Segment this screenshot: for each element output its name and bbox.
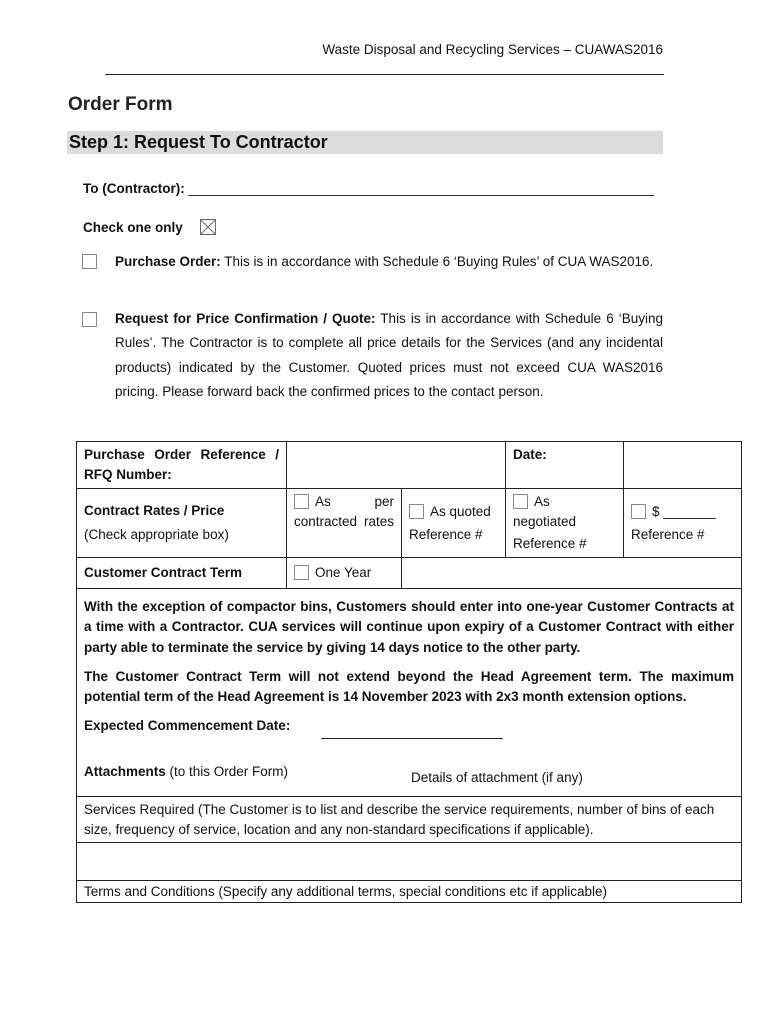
- rate-quoted-label: As quoted: [430, 503, 491, 519]
- to-contractor-label: To (Contractor):: [83, 181, 185, 196]
- check-one-label: Check one only: [83, 220, 183, 235]
- attachment-details-label: Details of attachment (if any): [411, 770, 583, 786]
- price-confirmation-label: Request for Price Confirmation / Quote:: [115, 311, 376, 326]
- rate-contracted-cell: [287, 489, 402, 558]
- price-confirmation-option: [115, 307, 663, 404]
- to-contractor-field[interactable]: ______________________________________________________________: [188, 181, 654, 196]
- contract-term-details: [77, 589, 742, 797]
- table-row: [77, 558, 742, 589]
- rate-negotiated-label: As negotiated: [513, 494, 577, 529]
- purchase-order-checkbox[interactable]: [82, 254, 97, 269]
- price-confirmation-checkbox[interactable]: [82, 312, 97, 327]
- attachments-text: [84, 762, 306, 782]
- term-paragraph-2: The Customer Contract Term will not extend beyond the Head Agreement term. The maximum potential term of the Head Agreement is 14 November 2023 with 2x3 month extension options.: [84, 668, 734, 705]
- table-row: [77, 797, 742, 843]
- date-label: Date:: [506, 442, 624, 489]
- terms-conditions: Terms and Conditions (Specify any additional terms, special conditions etc if applicable): [77, 881, 742, 903]
- rate-dollar-checkbox[interactable]: [631, 504, 646, 519]
- purchase-order-option: [115, 250, 663, 274]
- purchase-order-text: This is in accordance with Schedule 6 ‘Buying Rules’ of CUA WAS2016.: [220, 254, 654, 269]
- term-empty-cell: [402, 558, 742, 589]
- rate-contracted-checkbox[interactable]: [294, 494, 309, 509]
- rate-quoted-cell: [402, 489, 506, 558]
- rate-negotiated-cell: [506, 489, 624, 558]
- table-row: [77, 589, 742, 797]
- attachments-note: (to this Order Form): [169, 764, 289, 780]
- rate-dollar-ref: Reference #: [631, 526, 705, 542]
- document-header-title: Waste Disposal and Recycling Services – CUAWAS2016: [322, 42, 663, 57]
- contract-rates-sub: (Check appropriate box): [84, 527, 229, 542]
- po-reference-label: Purchase Order Reference / RFQ Number:: [77, 442, 287, 489]
- rate-dollar-cell: [624, 489, 742, 558]
- to-contractor-line: [83, 181, 654, 196]
- rate-contracted-label: As per contracted rates: [294, 494, 394, 529]
- contract-rates-label: Contract Rates / Price: [84, 503, 225, 518]
- crossed-box-icon: [200, 219, 216, 235]
- rate-dollar-label: $ _______: [652, 503, 716, 519]
- commencement-label: Expected Commencement Date:: [84, 718, 291, 734]
- rate-quoted-checkbox[interactable]: [409, 504, 424, 519]
- order-details-table: [76, 441, 742, 903]
- term-one-year-label: One Year: [315, 565, 372, 580]
- attachments-row: [84, 762, 734, 796]
- table-row: [77, 881, 742, 903]
- po-reference-field[interactable]: [287, 442, 506, 489]
- step-heading: Step 1: Request To Contractor: [69, 132, 328, 152]
- commencement-row: [84, 716, 734, 762]
- attachments-label: Attachments: [84, 764, 166, 780]
- table-row: [77, 489, 742, 558]
- term-one-year-checkbox[interactable]: [294, 565, 309, 580]
- form-title: Order Form: [68, 94, 173, 115]
- date-field[interactable]: [624, 442, 742, 489]
- table-row: [77, 843, 742, 881]
- commencement-date-field[interactable]: [321, 724, 503, 739]
- term-option-cell: [287, 558, 402, 589]
- contract-rates-cell: [77, 489, 287, 558]
- price-confirmation-text: This is in accordance with Schedule 6 ‘Buying Rules’. The Contractor is to complete all price details for the Services (and any incidental products) indicated by the Customer. Quoted prices must not exceed CUA WAS2016 pricing. Please forward back the confirmed prices to the contact person.: [115, 311, 663, 399]
- rate-negotiated-checkbox[interactable]: [513, 494, 528, 509]
- table-row: [77, 442, 742, 489]
- services-required: Services Required (The Customer is to list and describe the service requirements, number of bins of each size, frequency of service, location and any non-standard specifications if applicable).: [77, 797, 742, 843]
- term-paragraph-1: With the exception of compactor bins, Customers should enter into one-year Customer Contracts at a time with a Contractor. CUA services will continue upon expiry of a Customer Contract with either party able to terminate the service by giving 14 days notice to the other party.: [84, 599, 734, 655]
- rate-quoted-ref: Reference #: [409, 526, 483, 542]
- contract-term-label: Customer Contract Term: [77, 558, 287, 589]
- header-divider: [105, 74, 664, 75]
- services-required-field[interactable]: [77, 843, 742, 881]
- purchase-order-label: Purchase Order:: [115, 254, 221, 269]
- rate-negotiated-ref: Reference #: [513, 536, 587, 551]
